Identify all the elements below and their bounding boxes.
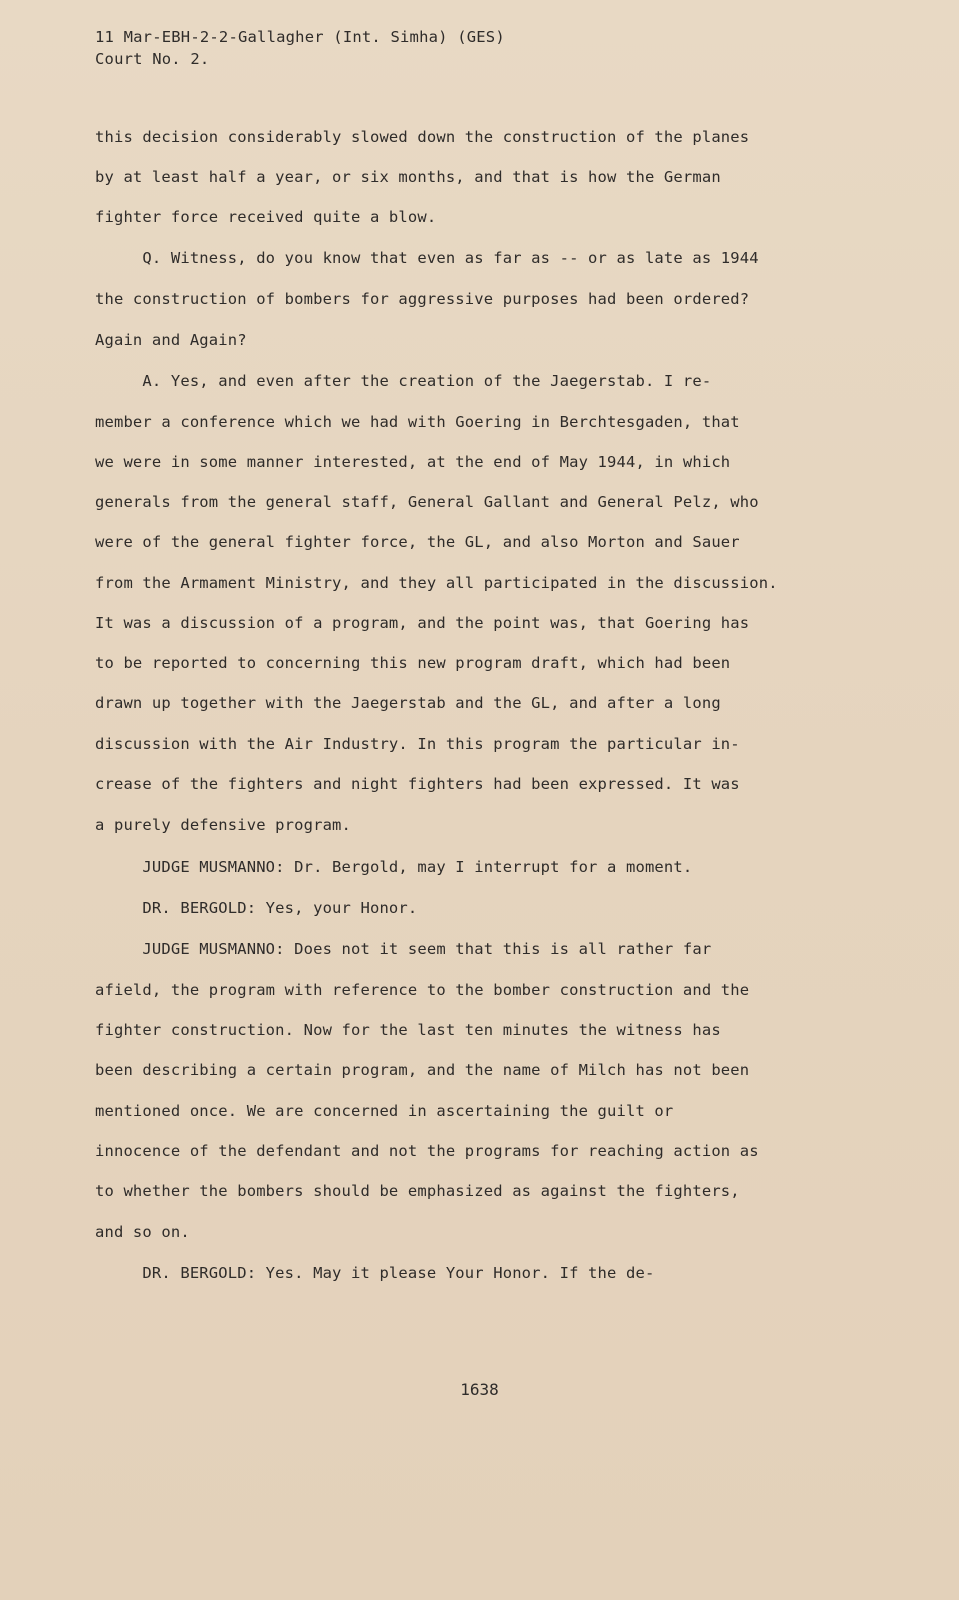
text-line: been describing a certain program, and the name of Milch has not been	[95, 1061, 750, 1079]
text-line: member a conference which we had with Goering in Berchtesgaden, that	[95, 413, 740, 431]
text-line: A. Yes, and even after the creation of the Jaegerstab. I re-	[95, 372, 712, 390]
text-line: this decision considerably slowed down the construction of the planes	[95, 128, 750, 146]
text-line: to whether the bombers should be emphasized as against the fighters,	[95, 1182, 740, 1200]
text-line: afield, the program with reference to the bomber construction and the	[95, 981, 750, 999]
text-line: crease of the fighters and night fighters had been expressed. It was	[95, 775, 740, 793]
text-line: and so on.	[95, 1223, 190, 1241]
text-line: a purely defensive program.	[95, 816, 352, 834]
document-header	[95, 26, 505, 70]
text-line: fighter construction. Now for the last ten minutes the witness has	[95, 1021, 721, 1039]
text-line: discussion with the Air Industry. In this program the particular in-	[95, 735, 740, 753]
text-line: from the Armament Ministry, and they all participated in the discussion.	[95, 574, 778, 592]
header-line-1: 11 Mar-EBH-2-2-Gallagher (Int. Simha) (GES)	[95, 28, 505, 46]
page-number: 1638	[460, 1380, 499, 1399]
text-line: innocence of the defendant and not the programs for reaching action as	[95, 1142, 759, 1160]
text-line: were of the general fighter force, the GL, and also Morton and Sauer	[95, 533, 740, 551]
text-line: drawn up together with the Jaegerstab and the GL, and after a long	[95, 694, 721, 712]
text-line: JUDGE MUSMANNO: Does not it seem that this is all rather far	[95, 940, 712, 958]
text-line: we were in some manner interested, at the end of May 1944, in which	[95, 453, 731, 471]
text-line: DR. BERGOLD: Yes, your Honor.	[95, 899, 418, 917]
text-line: the construction of bombers for aggressive purposes had been ordered?	[95, 290, 750, 308]
text-line: DR. BERGOLD: Yes. May it please Your Honor. If the de-	[95, 1264, 655, 1282]
text-line: fighter force received quite a blow.	[95, 208, 437, 226]
text-line: Again and Again?	[95, 331, 247, 349]
text-line: generals from the general staff, General Gallant and General Pelz, who	[95, 493, 759, 511]
text-line: Q. Witness, do you know that even as far as -- or as late as 1944	[95, 249, 759, 267]
text-line: to be reported to concerning this new program draft, which had been	[95, 654, 731, 672]
header-line-2: Court No. 2.	[95, 50, 210, 68]
text-line: JUDGE MUSMANNO: Dr. Bergold, may I interrupt for a moment.	[95, 858, 693, 876]
text-line: mentioned once. We are concerned in ascertaining the guilt or	[95, 1102, 674, 1120]
text-line: by at least half a year, or six months, and that is how the German	[95, 168, 721, 186]
text-line: It was a discussion of a program, and the point was, that Goering has	[95, 614, 750, 632]
